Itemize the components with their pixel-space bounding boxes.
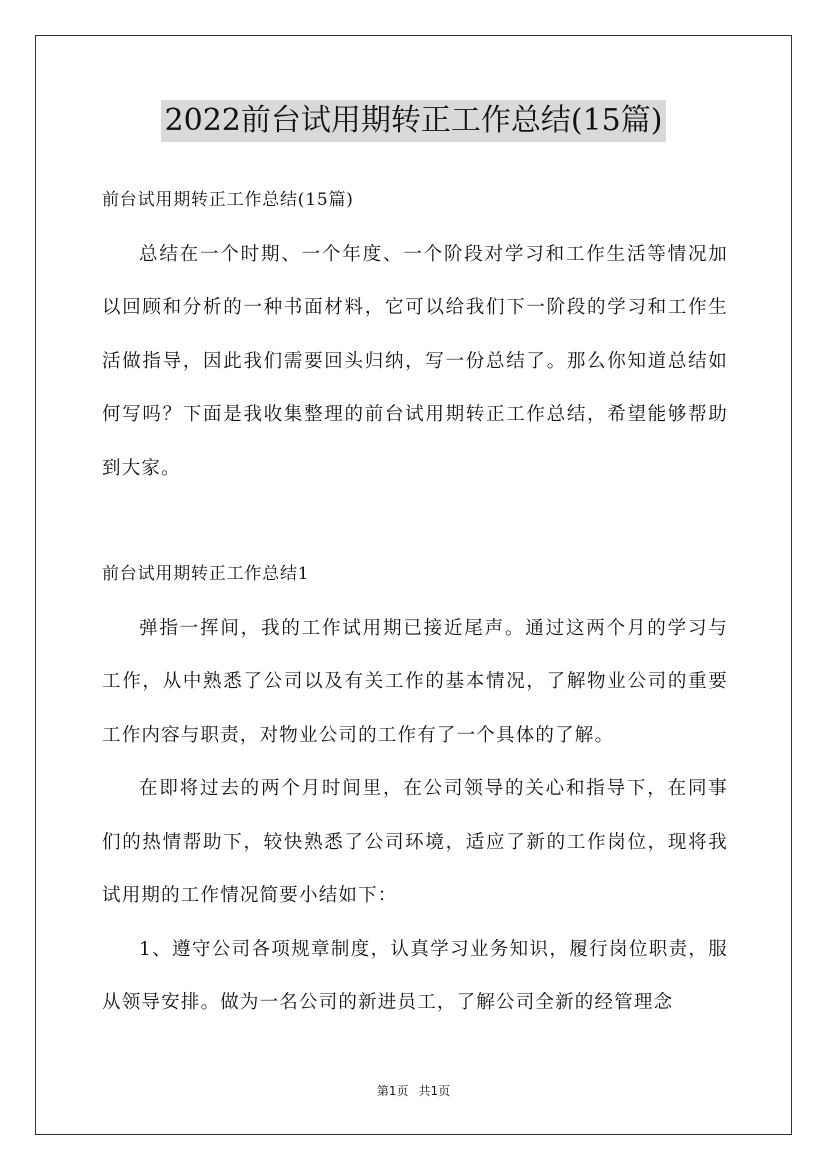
body-paragraph-3: 1、遵守公司各项规章制度，认真学习业务知识，履行岗位职责，服从领导安排。做为一名公司的新进员工，了解公司全新的经管理念 [102,938,728,1013]
body-paragraph-2: 在即将过去的两个月时间里，在公司领导的关心和指导下，在同事们的热情帮助下，较快熟悉了公司环境，适应了新的工作岗位，现将我试用期的工作情况简要小结如下： [102,778,728,906]
title-area [0,100,827,142]
page-total: 共1页 [418,1084,451,1098]
intro-paragraph: 总结在一个时期、一个年度、一个阶段对学习和工作生活等情况加以回顾和分析的一种书面材料，它可以给我们下一阶段的学习和工作生活做指导，因此我们需要回头归纳，写一份总结了。那么你知道总结如何写吗？下面是我收集整理的前台试用期转正工作总结，希望能够帮助到大家。 [102,243,728,479]
page-number: 第1页 [376,1084,409,1098]
page-footer [0,1082,827,1099]
subtitle: 前台试用期转正工作总结(15篇) [102,190,354,210]
body-paragraph-1: 弹指一挥间，我的工作试用期已接近尾声。通过这两个月的学习与工作，从中熟悉了公司以及有关工作的基本情况，了解物业公司的重要工作内容与职责，对物业公司的工作有了一个具体的了解。 [102,617,728,746]
document-title: 2022前台试用期转正工作总结(15篇) [161,100,667,142]
document-body [102,174,728,1030]
section-spacer [102,495,728,548]
section-heading: 前台试用期转正工作总结1 [102,564,310,584]
